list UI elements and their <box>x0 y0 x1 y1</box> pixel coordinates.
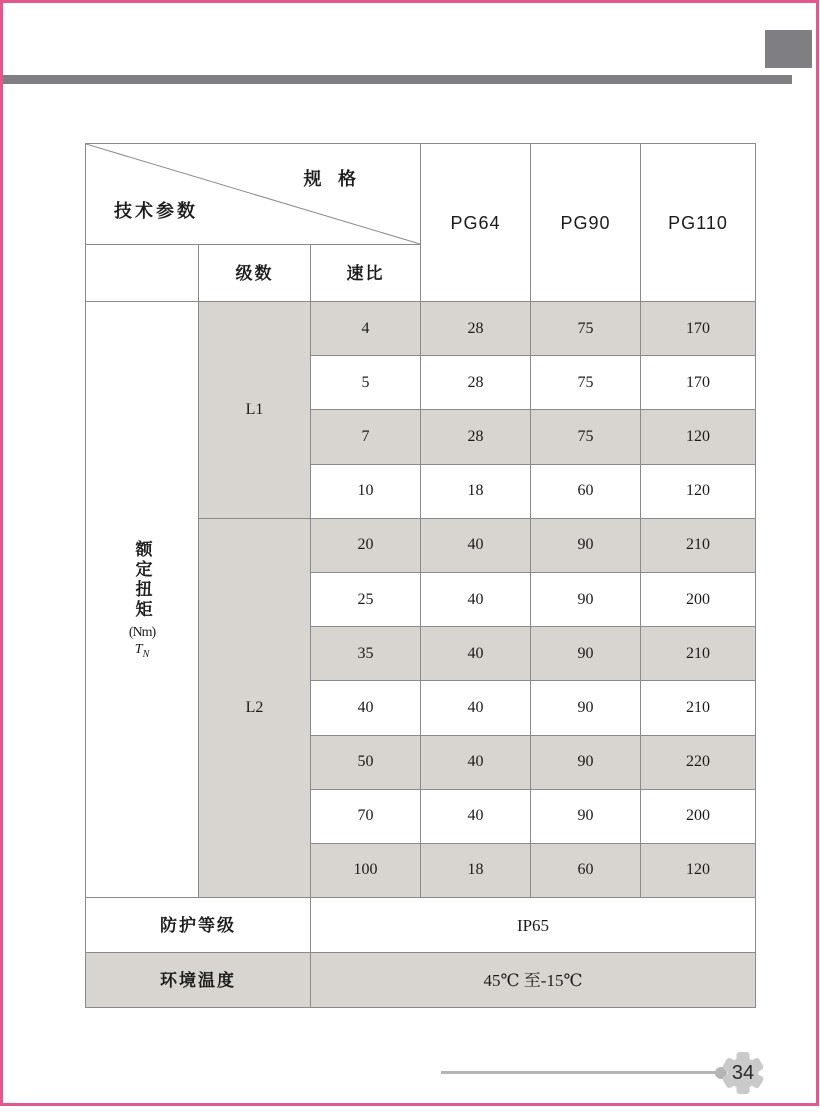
rated-torque-symbol: $T_N$ <box>134 641 150 660</box>
pg64-cell: 28 <box>421 302 531 356</box>
pg90-cell: 90 <box>531 681 641 735</box>
ratio-header: 速比 <box>311 245 421 302</box>
footer-rule <box>441 1071 717 1074</box>
protection-label: 防护等级 <box>86 898 311 953</box>
rated-torque-cell <box>86 302 199 898</box>
group-l1-cell: L1 <box>199 302 311 519</box>
pg110-cell: 120 <box>641 844 756 898</box>
ratio-cell: 7 <box>311 410 421 464</box>
ratio-cell: 25 <box>311 573 421 627</box>
gear-icon <box>718 1048 768 1098</box>
rated-torque-unit: (Nm) <box>128 624 156 640</box>
protection-value: IP65 <box>311 898 756 953</box>
pg110-cell: 170 <box>641 356 756 410</box>
pg90-cell: 90 <box>531 790 641 844</box>
pg64-cell: 40 <box>421 736 531 790</box>
pg110-cell: 210 <box>641 519 756 573</box>
page-number: 34 <box>731 1062 755 1084</box>
spec-table <box>85 143 756 1008</box>
pg64-cell: 28 <box>421 356 531 410</box>
pg110-cell: 170 <box>641 302 756 356</box>
pg64-cell: 18 <box>421 844 531 898</box>
pg110-cell: 200 <box>641 790 756 844</box>
pg90-cell: 90 <box>531 627 641 681</box>
stages-header: 级数 <box>199 245 311 302</box>
ratio-cell: 20 <box>311 519 421 573</box>
pg64-cell: 40 <box>421 627 531 681</box>
pg64-cell: 28 <box>421 410 531 464</box>
pg90-cell: 60 <box>531 465 641 519</box>
diagonal-header-cell <box>86 144 421 245</box>
ratio-cell: 35 <box>311 627 421 681</box>
column-header-pg64: PG64 <box>421 144 531 302</box>
pg90-cell: 90 <box>531 736 641 790</box>
pg110-cell: 120 <box>641 465 756 519</box>
pg110-cell: 120 <box>641 410 756 464</box>
ratio-cell: 50 <box>311 736 421 790</box>
spec-header-label: 规 格 <box>303 169 362 189</box>
empty-header-cell <box>86 245 199 302</box>
ratio-cell: 100 <box>311 844 421 898</box>
group-l2-cell: L2 <box>199 519 311 898</box>
pg64-cell: 40 <box>421 681 531 735</box>
pg64-cell: 18 <box>421 465 531 519</box>
params-header-label: 技术参数 <box>114 201 198 221</box>
ratio-cell: 40 <box>311 681 421 735</box>
pg64-cell: 40 <box>421 573 531 627</box>
header-rule <box>3 75 792 84</box>
pg90-cell: 75 <box>531 410 641 464</box>
pg90-cell: 75 <box>531 302 641 356</box>
temperature-value: 45℃ 至-15℃ <box>311 953 756 1008</box>
rated-torque-title: 额定扭矩 <box>132 539 152 620</box>
ratio-cell: 5 <box>311 356 421 410</box>
ratio-cell: 10 <box>311 465 421 519</box>
temperature-label: 环境温度 <box>86 953 311 1008</box>
pg64-cell: 40 <box>421 790 531 844</box>
diagonal-line <box>86 144 420 244</box>
pg90-cell: 90 <box>531 519 641 573</box>
corner-accent-block <box>765 30 812 68</box>
ratio-cell: 70 <box>311 790 421 844</box>
pg90-cell: 90 <box>531 573 641 627</box>
ratio-cell: 4 <box>311 302 421 356</box>
pg64-cell: 40 <box>421 519 531 573</box>
pg110-cell: 200 <box>641 573 756 627</box>
pg110-cell: 210 <box>641 681 756 735</box>
pg90-cell: 75 <box>531 356 641 410</box>
pg110-cell: 210 <box>641 627 756 681</box>
column-header-pg110: PG110 <box>641 144 756 302</box>
pg110-cell: 220 <box>641 736 756 790</box>
column-header-pg90: PG90 <box>531 144 641 302</box>
pg90-cell: 60 <box>531 844 641 898</box>
